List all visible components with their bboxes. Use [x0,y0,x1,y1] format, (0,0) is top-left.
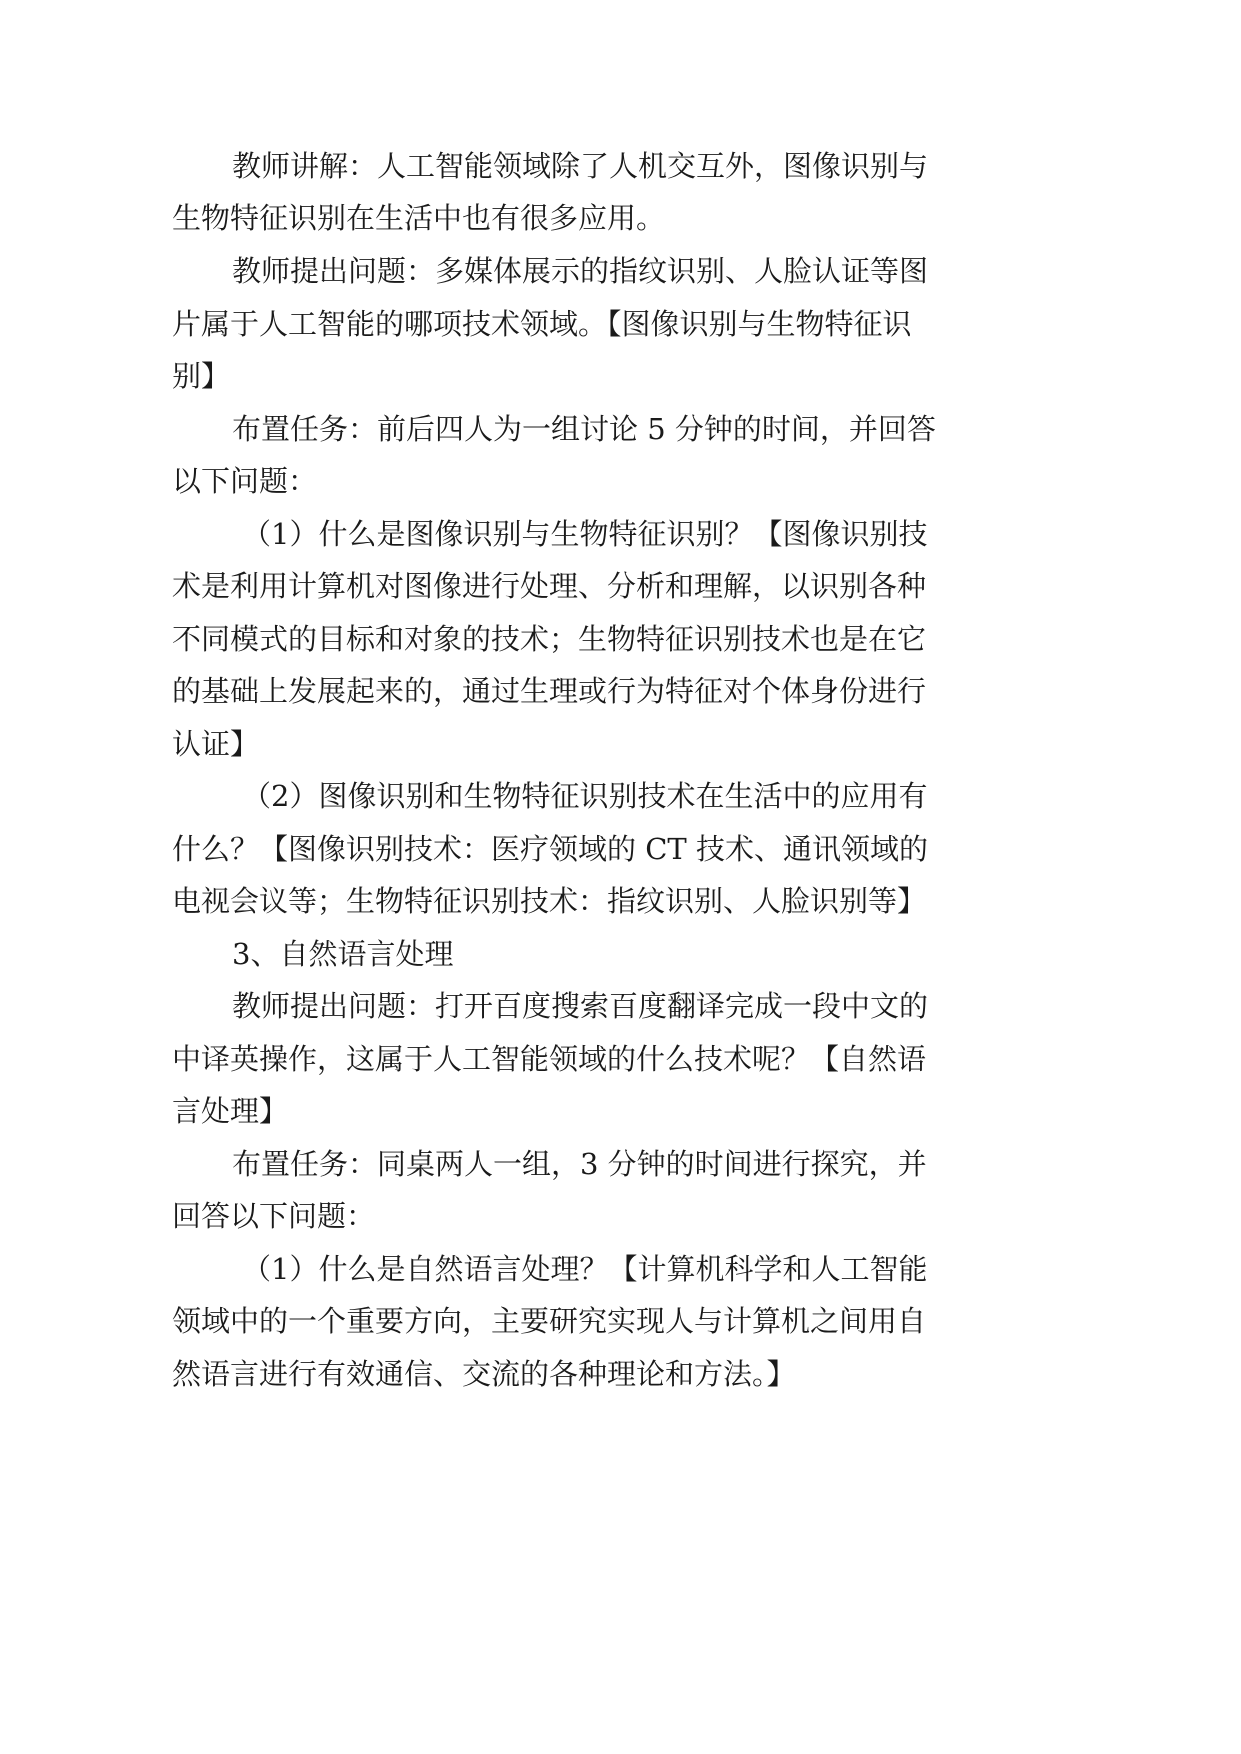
paragraph-3-line-1: 布置任务：前后四人为一组讨论 5 分钟的时间，并回答 [232,412,936,446]
paragraph-1-line-1: 教师讲解：人工智能领域除了人机交互外，图像识别与 [232,149,929,183]
paragraph-8-line-2: 回答以下问题： [172,1199,376,1233]
paragraph-4-line-2: 术是利用计算机对图像进行处理、分析和理解，以识别各种 [172,569,927,603]
paragraph-8-line-1: 布置任务：同桌两人一组，3 分钟的时间进行探究，并 [232,1147,927,1181]
paragraph-5-line-2: 什么？【图像识别技术：医疗领域的 CT 技术、通讯领域的 [172,832,928,866]
paragraph-7-line-1: 教师提出问题：打开百度搜索百度翻译完成一段中文的 [232,989,929,1023]
paragraph-7-line-2: 中译英操作，这属于人工智能领域的什么技术呢？【自然语 [172,1042,927,1076]
paragraph-4-line-1: （1）什么是图像识别与生物特征识别？【图像识别技 [242,517,928,551]
paragraph-9-line-2: 领域中的一个重要方向，主要研究实现人与计算机之间用自 [172,1304,927,1338]
paragraph-4-line-5: 认证】 [172,727,260,761]
paragraph-1-line-2: 生物特征识别在生活中也有很多应用。 [172,201,666,235]
paragraph-2-line-2: 片属于人工智能的哪项技术领域。【图像识别与生物特征识 [172,307,912,341]
paragraph-2-line-1: 教师提出问题：多媒体展示的指纹识别、人脸认证等图 [232,254,929,288]
paragraph-4-line-4: 的基础上发展起来的，通过生理或行为特征对个体身份进行 [172,674,927,708]
section-heading: 3、自然语言处理 [232,937,454,971]
paragraph-2-line-3: 别】 [172,359,231,393]
paragraph-5-line-3: 电视会议等；生物特征识别技术：指纹识别、人脸识别等】 [172,884,927,918]
paragraph-9-line-1: （1）什么是自然语言处理？【计算机科学和人工智能 [242,1252,928,1286]
paragraph-5-line-1: （2）图像识别和生物特征识别技术在生活中的应用有 [242,779,928,813]
paragraph-9-line-3: 然语言进行有效通信、交流的各种理论和方法。】 [172,1357,796,1391]
paragraph-4-line-3: 不同模式的目标和对象的技术；生物特征识别技术也是在它 [172,622,927,656]
paragraph-7-line-3: 言处理】 [172,1094,289,1128]
paragraph-3-line-2: 以下问题： [172,464,318,498]
